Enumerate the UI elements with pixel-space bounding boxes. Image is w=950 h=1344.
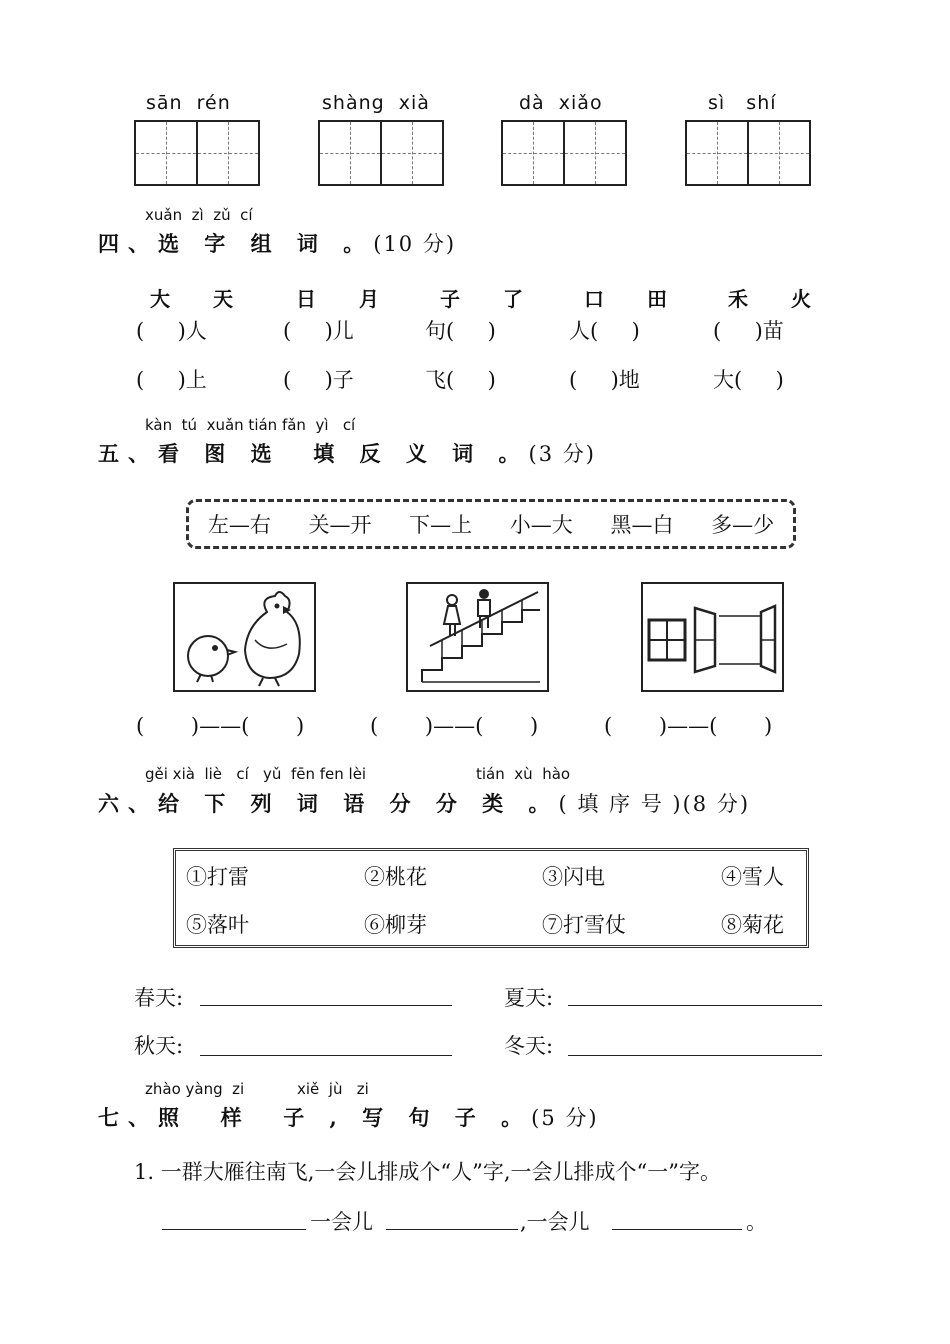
- antonym-pair: 多—少: [711, 513, 775, 537]
- word-item: ①打雷: [186, 865, 249, 889]
- sentence-blank-2[interactable]: [386, 1229, 518, 1230]
- fill-blank[interactable]: 人( ): [569, 319, 640, 343]
- winter-answer-line[interactable]: [568, 1055, 822, 1056]
- classification-word-box: [173, 848, 809, 948]
- antonym-pair: 左—右: [207, 513, 271, 537]
- word-item: ③闪电: [542, 865, 605, 889]
- fill-blank[interactable]: ( )儿: [283, 319, 354, 343]
- sec7-pinyin: zhào yàng zi: [145, 1080, 245, 1098]
- word-item: ⑧菊花: [721, 913, 784, 937]
- fill-blank[interactable]: ( )人: [136, 319, 207, 343]
- word-item: ⑦打雪仗: [542, 913, 626, 937]
- antonym-pair: 黑—白: [610, 513, 674, 537]
- sec7-heading: 七、照 样 子 , 写 句 子 。(5 分): [98, 1105, 599, 1130]
- word-item: ④雪人: [721, 865, 784, 889]
- fill-blank[interactable]: ( )上: [136, 368, 207, 392]
- fill-blank[interactable]: ( )苗: [713, 319, 784, 343]
- pinyin-si-shi: sì shí: [708, 92, 777, 114]
- word-pair: 口 田: [584, 287, 685, 311]
- sec4-pinyin: xuǎn zì zǔ cí: [145, 206, 253, 224]
- sec6-pinyin: gěi xià liè cí yǔ fēn fen lèi: [145, 765, 367, 783]
- sec7-pinyin-2: xiě jù zi: [297, 1080, 369, 1098]
- sentence-blank-1[interactable]: [162, 1229, 306, 1230]
- stairs-picture: [406, 582, 549, 692]
- sentence-word: ,一会儿: [520, 1210, 590, 1234]
- word-item: ⑤落叶: [186, 913, 249, 937]
- writing-grid[interactable]: [501, 120, 627, 186]
- sec5-pinyin: kàn tú xuǎn tián fǎn yì cí: [145, 416, 356, 434]
- fill-blank[interactable]: 飞( ): [425, 368, 496, 392]
- fill-blank[interactable]: ( )子: [283, 368, 354, 392]
- fill-blank[interactable]: 大( ): [713, 368, 784, 392]
- antonym-pair: 关—开: [308, 513, 372, 537]
- word-item: ②桃花: [364, 865, 427, 889]
- antonym-pair: 小—大: [509, 513, 573, 537]
- writing-grid[interactable]: [134, 120, 260, 186]
- sentence-blank-3[interactable]: [612, 1229, 742, 1230]
- sentence-end: 。: [746, 1210, 767, 1234]
- writing-grid[interactable]: [685, 120, 811, 186]
- sec6-heading: 六、给 下 列 词 语 分 分 类 。( 填 序 号 )(8 分): [98, 791, 751, 816]
- season-label: 夏天:: [504, 986, 554, 1010]
- fill-blank[interactable]: 句( ): [425, 319, 496, 343]
- word-pair: 日 月: [296, 287, 397, 311]
- sentence-word: 一会儿: [310, 1210, 373, 1234]
- season-label: 春天:: [134, 986, 184, 1010]
- sec4-heading: 四、选 字 组 词 。(10 分): [98, 231, 457, 256]
- spring-answer-line[interactable]: [200, 1005, 452, 1006]
- word-pair: 大 天: [150, 287, 251, 311]
- antonym-answer[interactable]: ( )——( ): [370, 714, 539, 738]
- writing-grid[interactable]: [318, 120, 444, 186]
- window-picture: [641, 582, 784, 692]
- sec5-heading: 五、看 图 选 填 反 义 词 。(3 分): [98, 441, 596, 466]
- word-pair: 子 了: [440, 287, 541, 311]
- pinyin-shang-xia: shàng xià: [322, 92, 430, 114]
- sec6-pinyin-2: tián xù hào: [476, 765, 571, 783]
- antonym-word-box: [186, 499, 796, 549]
- pinyin-san-ren: sān rén: [146, 92, 231, 114]
- summer-answer-line[interactable]: [568, 1005, 822, 1006]
- chick-hen-picture: [173, 582, 316, 692]
- antonym-pair: 下—上: [409, 513, 473, 537]
- word-item: ⑥柳芽: [364, 913, 427, 937]
- word-pair: 禾 火: [728, 287, 829, 311]
- autumn-answer-line[interactable]: [200, 1055, 452, 1056]
- antonym-answer[interactable]: ( )——( ): [136, 714, 305, 738]
- season-label: 秋天:: [134, 1034, 184, 1058]
- season-label: 冬天:: [504, 1034, 554, 1058]
- antonym-answer[interactable]: ( )——( ): [604, 714, 773, 738]
- fill-blank[interactable]: ( )地: [569, 368, 640, 392]
- pinyin-da-xiao: dà xiǎo: [519, 92, 603, 114]
- example-sentence: 1. 一群大雁往南飞,一会儿排成个“人”字,一会儿排成个“一”字。: [134, 1160, 722, 1184]
